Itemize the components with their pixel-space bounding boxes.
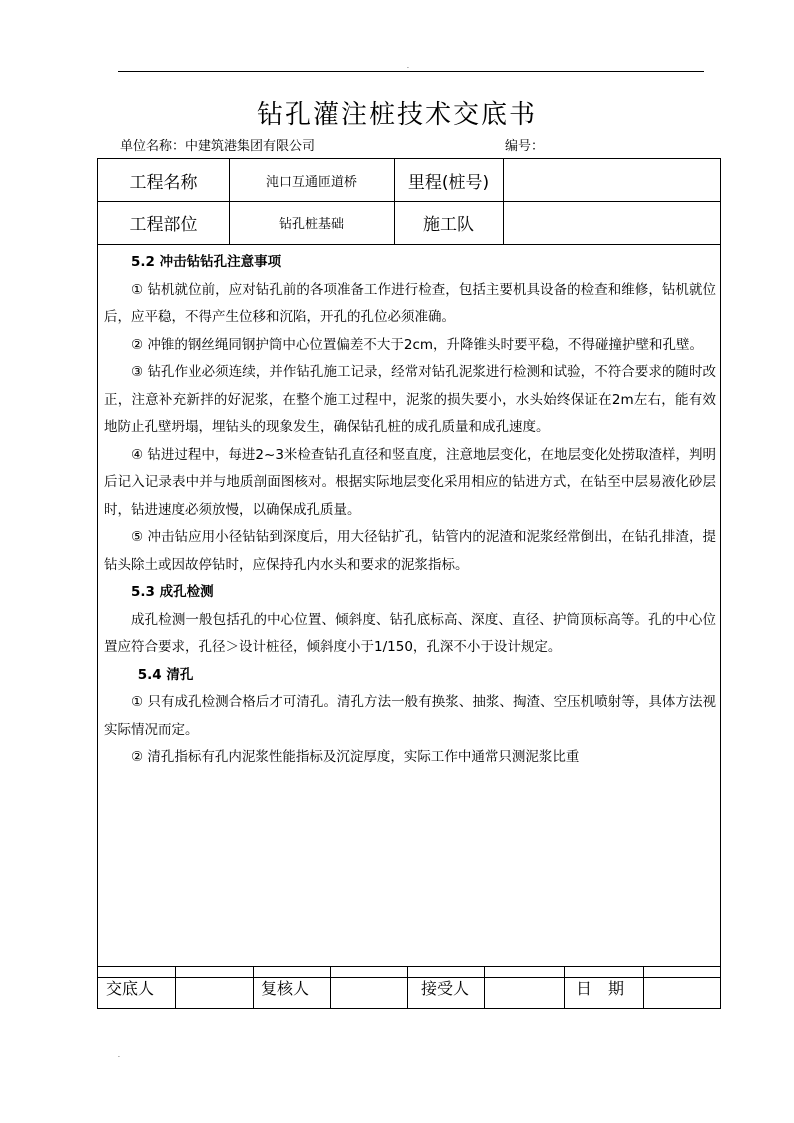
header-rule xyxy=(118,71,704,72)
footer-dot: . xyxy=(118,1052,120,1059)
paragraph: ⑤ 冲击钻应用小径钻钻到深度后，用大径钻扩孔，钻管内的泥渣和泥浆经常倒出，在钻孔排渣，提钻头除土或因故停钻时，应保持孔内水头和要求的泥浆指标。 xyxy=(104,529,716,573)
disclosure-table xyxy=(97,158,721,978)
paragraph: ④ 钻进过程中，每进2~3米检查钻孔直径和竖直度，注意地层变化，在地层变化处捞取渣样，判明后记入记录表中并与地质剖面图核对。根据实际地层变化采用相应的钻进方式，在钻至中层易液化砂层时，钻进速度必须放慢，以确保成孔质量。 xyxy=(104,446,716,518)
col-divider xyxy=(484,966,485,1008)
col-divider xyxy=(330,966,331,1008)
reviewer-label: 复核人 xyxy=(261,978,310,998)
mileage-value xyxy=(503,159,722,201)
team-label: 施工队 xyxy=(423,215,474,235)
col-divider xyxy=(564,966,565,1008)
unit-name: 单位名称：中建筑港集团有限公司 xyxy=(120,139,316,154)
project-part-value: 钻孔桩基础 xyxy=(278,217,344,232)
col-divider xyxy=(643,966,644,1008)
disclosure-content xyxy=(104,249,716,772)
paragraph: ② 冲锥的钢丝绳同钢护筒中心位置偏差不大于2cm，升降锥头时要平稳，不得碰撞护壁和孔壁。 xyxy=(131,336,704,353)
section-heading: 5.3 成孔检测 xyxy=(131,584,214,600)
project-name-value: 沌口互通匝道桥 xyxy=(265,174,357,190)
paragraph: ② 清孔指标有孔内泥浆性能指标及沉淀厚度，实际工作中通常只测泥浆比重 xyxy=(131,749,580,765)
row-divider xyxy=(98,244,720,245)
project-part-label: 工程部位 xyxy=(129,215,198,235)
col-divider xyxy=(175,966,176,1008)
paragraph: ① 只有成孔检测合格后才可清孔。清孔方法一般有换浆、抽浆、掏渣、空压机喷射等，具体方法视实际情况而定。 xyxy=(104,694,716,738)
paragraph: ③ 钻孔作业必须连续，并作钻孔施工记录，经常对钻孔泥浆进行检测和试验，不符合要求的随时改正，注意补充新拌的好泥浆，在整个施工过程中，泥浆的损失要小，水头始终保证在2m左右，能有效地防止孔壁坍塌，埋钻头的现象发生，确保钻孔桩的成孔质量和成孔速度。 xyxy=(104,364,716,435)
section-heading: 5.2 冲击钻钻孔注意事项 xyxy=(131,254,282,270)
project-name-label: 工程名称 xyxy=(129,172,198,193)
col-divider xyxy=(407,966,408,1008)
date-label: 日 期 xyxy=(576,978,625,998)
col-divider xyxy=(253,966,254,1008)
header-dot: . xyxy=(407,63,409,70)
document-title: 钻孔灌注桩技术交底书 xyxy=(256,100,537,130)
paragraph: 成孔检测一般包括孔的中心位置、倾斜度、钻孔底标高、深度、直径、护筒顶标高等。孔的中心位置应符合要求，孔径＞设计桩径，倾斜度小于1/150，孔深不小于设计规定。 xyxy=(104,611,716,655)
section-heading: 5.4 清孔 xyxy=(137,666,194,683)
receiver-label: 接受人 xyxy=(421,978,470,998)
mileage-label: 里程(桩号) xyxy=(407,172,490,193)
team-value xyxy=(503,201,722,244)
signature-row xyxy=(97,966,721,1009)
discloser-label: 交底人 xyxy=(106,978,155,998)
paragraph: ① 钻机就位前，应对钻孔前的各项准备工作进行检查，包括主要机具设备的检查和维修，钻机就位后，应平稳，不得产生位移和沉陷，开孔的孔位必须准确。 xyxy=(104,281,716,325)
serial-number-label: 编号： xyxy=(505,139,545,154)
